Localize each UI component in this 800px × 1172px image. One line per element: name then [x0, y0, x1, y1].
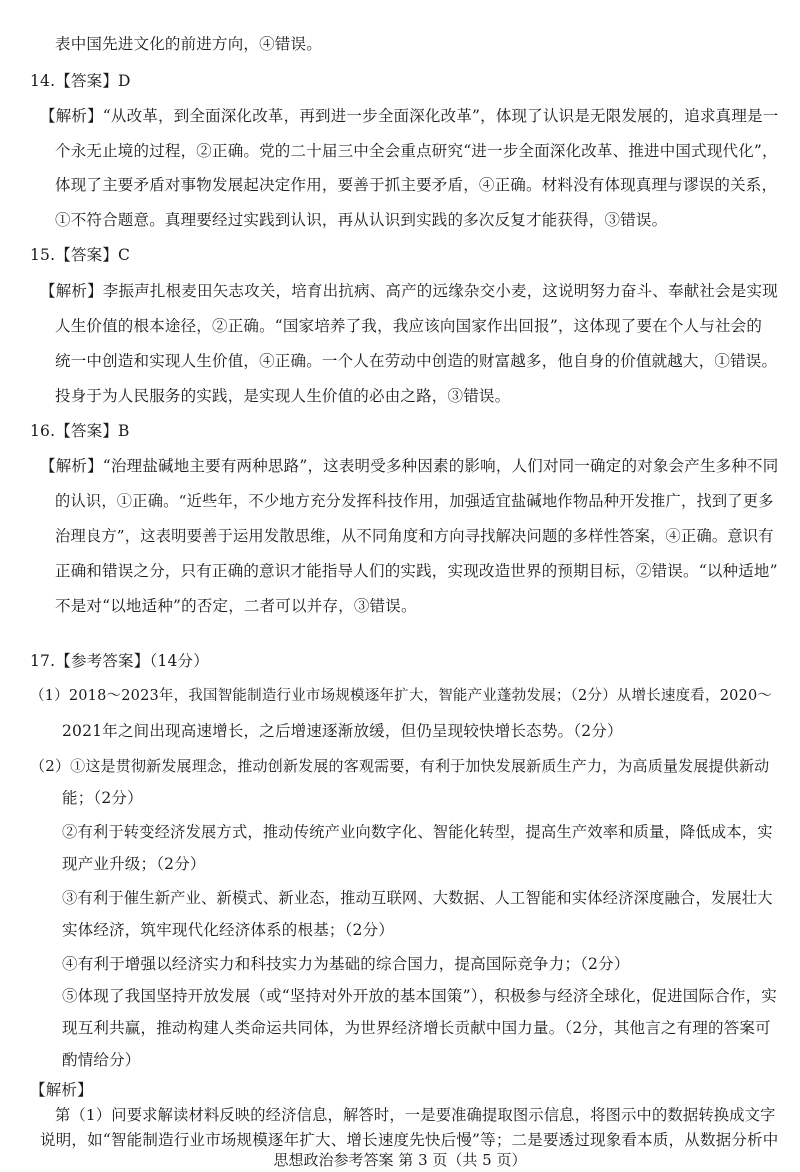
q17-part2-item1-line-1: （2）①这是贯彻新发展理念，推动创新发展的客观需要，有利于加快发展新质生产力，为高质量发展提供新动 [30, 757, 770, 775]
q17-part2-item4-line-1: ④有利于增强以经济实力和科技实力为基础的综合国力，提高国际竞争力；（2分） [62, 955, 630, 973]
q16-answer-heading: 16.【答案】B [30, 422, 130, 440]
q17-part1-line-1: （1）2018～2023年，我国智能制造行业市场规模逐年扩大，智能产业蓬勃发展；（2分）从增长速度看，2020～ [30, 688, 773, 704]
q17-analysis-heading: 【解析】 [30, 1081, 93, 1099]
q17-part1-line-2: 2021年之间出现高速增长，之后增速逐渐放缓，但仍呈现较快增长态势。（2分） [62, 722, 623, 740]
q17-analysis-line-1: 第（1）问要求解读材料反映的经济信息，解答时，一是要准确提取图示信息，将图示中的数据转换成文字 [55, 1106, 776, 1124]
q16-analysis-line-2: 的认识，①正确。“近些年，不少地方充分发挥科技作用，加强适宜盐碱地作物品种开发推广，找到了更多 [55, 492, 774, 510]
q17-part2-item3-line-2: 实体经济，筑牢现代化经济体系的根基；（2分） [62, 921, 395, 939]
q16-analysis-line-1: 【解析】“治理盐碱地主要有两种思路”，这表明受多种因素的影响，人们对同一确定的对象会产生多种不同 [40, 457, 779, 475]
q15-analysis-line-3: 统一中创造和实现人生价值，④正确。一个人在劳动中创造的财富越多，他自身的价值就越大，①错误。 [55, 352, 778, 370]
q16-analysis-line-4: 正确和错误之分，只有正确的意识才能指导人们的实践，实现改造世界的预期目标，②错误。“以种适地” [55, 562, 778, 580]
q17-part2-item5-line-2: 现互利共赢，推动构建人类命运共同体，为世界经济增长贡献中国力量。（2分，其他言之有理的答案可 [62, 1019, 771, 1037]
q17-part2-item2-line-1: ②有利于转变经济发展方式，推动传统产业向数字化、智能化转型，提高生产效率和质量，降低成本，实 [62, 823, 773, 841]
q17-part2-item5-line-1: ⑤体现了我国坚持开放发展（或“坚持对外开放的基本国策”），积极参与经济全球化，促进国际合作，实 [62, 987, 778, 1005]
q15-answer-heading: 15.【答案】C [30, 246, 131, 264]
page-footer: 思想政治参考答案 第 3 页（共 5 页） [273, 1151, 527, 1169]
q15-analysis-line-4: 投身于为人民服务的实践，是实现人生价值的必由之路，③错误。 [55, 387, 511, 405]
q14-analysis-line-4: ①不符合题意。真理要经过实践到认识，再从认识到实践的多次反复才能获得，③错误。 [55, 211, 668, 229]
q16-analysis-line-3: 治理良方”，这表明要善于运用发散思维，从不同角度和方向寻找解决问题的多样性答案，④正确。意识有 [55, 527, 774, 545]
q17-part2-item2-line-2: 现产业升级；（2分） [62, 855, 206, 873]
q17-part2-item3-line-1: ③有利于催生新产业、新模式、新业态，推动互联网、大数据、人工智能和实体经济深度融合，发展壮大 [62, 889, 773, 907]
text-line-q13-end: 表中国先进文化的前进方向，④错误。 [55, 35, 322, 53]
q17-reference-answer-heading: 17.【参考答案】（14分） [30, 652, 209, 670]
q15-analysis-line-1: 【解析】李振声扎根麦田矢志攻关，培育出抗病、高产的远缘杂交小麦，这说明努力奋斗、奉献社会是实现 [40, 282, 778, 300]
q15-analysis-line-2: 人生价值的根本途径，②正确。“国家培养了我，我应该向国家作出回报”，这体现了要在个人与社会的 [55, 317, 763, 335]
q16-analysis-line-5: 不是对“以地适种”的否定，二者可以并存，③错误。 [55, 597, 417, 615]
q14-analysis-line-1: 【解析】“从改革，到全面深化改革，再到进一步全面深化改革”，体现了认识是无限发展的，追求真理是一 [40, 107, 779, 125]
q17-analysis-line-2: 说明，如“智能制造行业市场规模逐年扩大、增长速度先快后慢”等；二是要透过现象看本质，从数据分析中 [40, 1131, 779, 1149]
q17-part2-item5-line-3: 酌情给分） [62, 1051, 141, 1069]
q17-part2-item1-line-2: 能；（2分） [62, 789, 143, 807]
q14-analysis-line-3: 体现了主要矛盾对事物发展起决定作用，要善于抓主要矛盾，④正确。材料没有体现真理与谬误的关系， [55, 176, 778, 194]
q14-analysis-line-2: 个永无止境的过程，②正确。党的二十届三中全会重点研究“进一步全面深化改革、推进中国式现代化”， [55, 142, 778, 160]
q14-answer-heading: 14.【答案】D [30, 72, 131, 90]
